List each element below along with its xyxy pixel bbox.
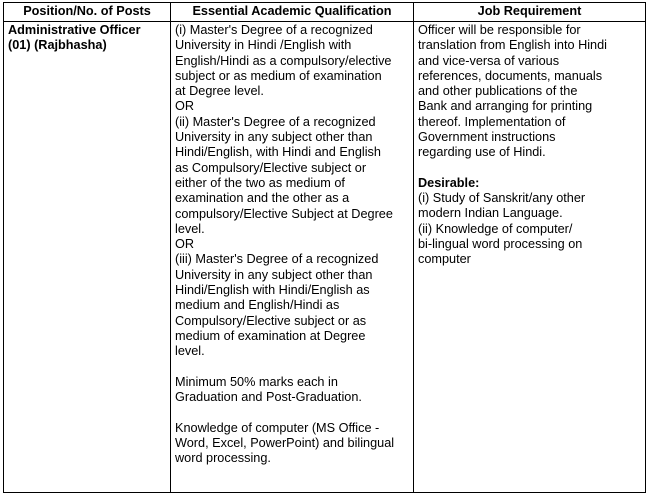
qual-line: Hindi/English, with Hindi and English	[175, 145, 381, 160]
qual-line: Compulsory/Elective subject or as	[175, 313, 367, 328]
job-line: Bank and arranging for printing	[418, 99, 593, 114]
header-job-requirement: Job Requirement	[414, 3, 646, 22]
qual-line: level.	[175, 344, 205, 359]
desirable-line: (i) Study of Sanskrit/any other	[418, 190, 586, 205]
marks-line: Minimum 50% marks each in	[175, 374, 338, 389]
header-position: Position/No. of Posts	[4, 3, 171, 22]
job-requirement-cell	[414, 22, 646, 493]
desirable-line: bi-lingual word processing on	[418, 236, 583, 251]
position-cell	[4, 22, 171, 493]
qual-line: English/Hindi as a compulsory/elective	[175, 53, 392, 68]
qual-line: level.	[175, 221, 205, 236]
post-count: (01) (Rajbhasha)	[8, 38, 107, 53]
qual-line: University in any subject other than	[175, 130, 373, 145]
qual-line: subject or as medium of examination	[175, 68, 382, 83]
qual-line: at Degree level.	[175, 84, 264, 99]
header-row	[4, 3, 646, 22]
qual-line: (i) Master's Degree of a recognized	[175, 23, 373, 37]
job-line: and other publications of the	[418, 84, 578, 99]
job-line: references, documents, manuals	[418, 68, 603, 83]
computer-line: Word, Excel, PowerPoint) and bilingual	[175, 436, 395, 451]
qual-line: medium of examination at Degree	[175, 328, 366, 343]
qual-line: University in Hindi /English with	[175, 38, 352, 53]
job-line: and vice-versa of various	[418, 53, 560, 68]
qual-line: (iii) Master's Degree of a recognized	[175, 252, 379, 267]
qualification-table	[3, 2, 646, 493]
post-title: Administrative Officer	[8, 23, 141, 37]
desirable-line: (ii) Knowledge of computer/	[418, 221, 573, 236]
spacer	[175, 405, 409, 420]
table-row	[4, 22, 646, 493]
desirable-line: modern Indian Language.	[418, 206, 563, 221]
qual-line: medium and English/Hindi as	[175, 298, 340, 313]
qual-line: compulsory/Elective Subject at Degree	[175, 206, 393, 221]
job-line: Government instructions	[418, 130, 556, 145]
marks-line: Graduation and Post-Graduation.	[175, 390, 362, 405]
job-line: Officer will be responsible for	[418, 23, 581, 37]
job-line: thereof. Implementation of	[418, 114, 566, 129]
qual-line: University in any subject other than	[175, 267, 373, 282]
qualification-cell	[171, 22, 414, 493]
qual-line: (ii) Master's Degree of a recognized	[175, 114, 376, 129]
qual-line: as Compulsory/Elective subject or	[175, 160, 367, 175]
or-separator: OR	[175, 237, 195, 252]
job-line: regarding use of Hindi.	[418, 145, 546, 160]
header-qualification: Essential Academic Qualification	[171, 3, 414, 22]
job-line: translation from English into Hindi	[418, 38, 607, 53]
computer-line: word processing.	[175, 451, 271, 466]
desirable-heading: Desirable:	[418, 175, 480, 190]
qual-line: either of the two as medium of	[175, 175, 345, 190]
spacer	[175, 360, 409, 375]
or-separator: OR	[175, 99, 195, 114]
qual-line: Hindi/English with Hindi/English as	[175, 283, 370, 298]
desirable-line: computer	[418, 252, 471, 267]
computer-line: Knowledge of computer (MS Office -	[175, 420, 380, 435]
qual-line: examination and the other as a	[175, 191, 350, 206]
